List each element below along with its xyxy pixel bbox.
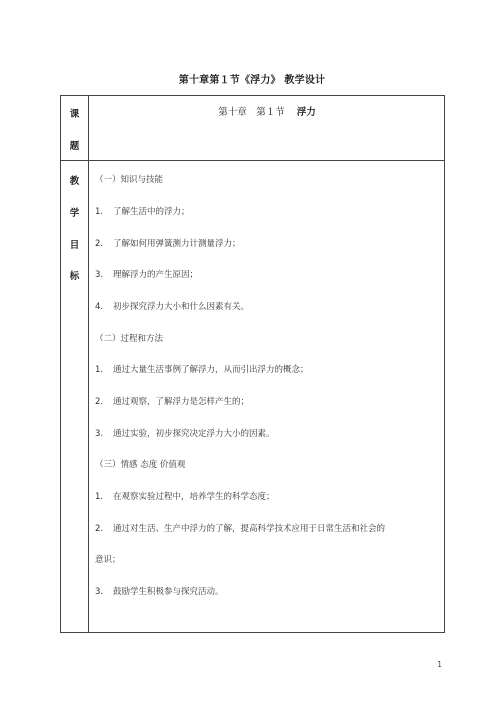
item-number: 2. — [95, 239, 104, 249]
goal-item — [89, 585, 224, 597]
goals-label-char-4: 标 — [69, 271, 80, 282]
subject-value-prefix: 第十章 第１节 — [218, 107, 285, 118]
item-number: 1. — [95, 492, 104, 502]
goal-item — [89, 522, 385, 534]
goals-label-char-2: 学 — [69, 208, 80, 219]
subject-value — [89, 104, 445, 118]
item-text: 了解如何用弹簧测力计测量浮力； — [113, 239, 241, 249]
goal-item — [89, 363, 309, 375]
item-text: 理解浮力的产生原因； — [113, 270, 199, 280]
section-heading: （三）情感 态度 价值观 — [95, 460, 186, 470]
page-number: 1 — [437, 660, 442, 669]
item-text: 鼓励学生积极参与探究活动。 — [113, 587, 224, 597]
row-divider — [61, 160, 444, 161]
item-number: 3. — [95, 429, 104, 439]
item-number: 1. — [95, 365, 104, 375]
goals-label-char-3: 目 — [69, 240, 80, 251]
item-text: 初步探究浮力大小和什么因素有关。 — [113, 302, 250, 312]
item-number: 3. — [95, 270, 104, 280]
item-number: 1. — [95, 207, 104, 217]
item-text: 通过实验，初步探究决定浮力大小的因素。 — [113, 429, 275, 439]
item-continuation: 意识； — [95, 555, 121, 565]
item-number: 3. — [95, 587, 104, 597]
goal-item — [89, 205, 190, 217]
item-text: 通过大量生活事例了解浮力，从而引出浮力的概念； — [113, 365, 309, 375]
item-text: 通过对生活、生产中浮力的了解，提高科学技术应用于日常生活和社会的 — [113, 524, 386, 534]
subject-label-char-2: 题 — [69, 141, 80, 152]
item-number: 2. — [95, 524, 104, 534]
goal-item — [89, 395, 249, 407]
goals-label-char-1: 教 — [69, 176, 80, 187]
item-number: 4. — [95, 302, 104, 312]
document-title: 第十章第１节《浮力》 教学设计 — [178, 75, 326, 86]
goal-item — [89, 268, 198, 280]
goal-item — [89, 490, 275, 502]
subject-label-char-1: 课 — [69, 109, 80, 120]
goal-item — [89, 237, 241, 249]
subject-value-emphasis: 浮力 — [296, 107, 316, 118]
item-text: 通过观察，了解浮力是怎样产生的； — [113, 397, 250, 407]
item-text: 在观察实验过程中，培养学生的科学态度； — [113, 492, 275, 502]
item-text: 了解生活中的浮力； — [113, 207, 190, 217]
goal-item — [89, 300, 249, 312]
item-number: 2. — [95, 397, 104, 407]
section-heading: （一）知识与技能 — [95, 175, 164, 185]
lesson-plan-table — [60, 95, 445, 633]
section-heading: （二）过程和方法 — [95, 334, 164, 344]
goal-item — [89, 427, 275, 439]
